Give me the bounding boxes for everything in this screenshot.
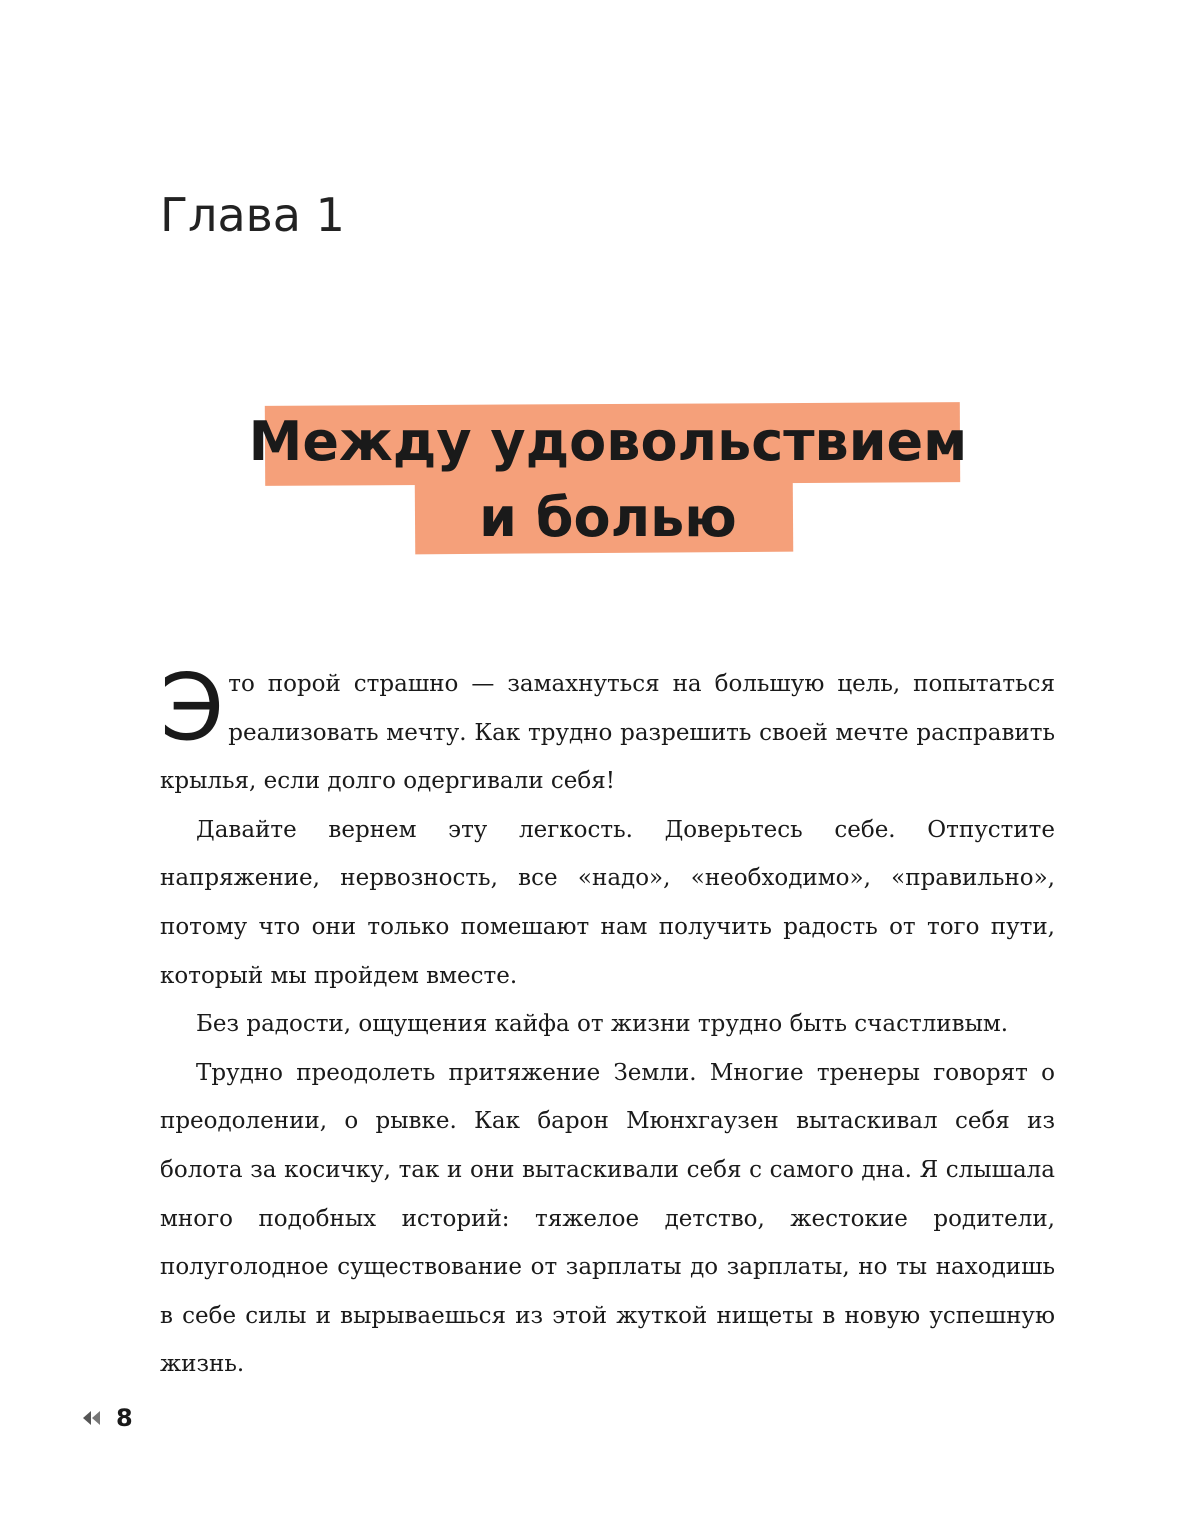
chapter-title-line-1: Между удовольствием xyxy=(248,410,968,473)
chapter-title-line-2: и болью xyxy=(479,486,737,549)
paragraph-text: то порой страшно — замахнуться на большую цель, попытаться реализовать мечту. Как трудно разрешить своей мечте расправить крылья, если долго одергивали себя! xyxy=(160,671,1055,795)
body-text xyxy=(160,654,1055,1389)
chapter-label: Глава 1 xyxy=(160,188,345,242)
drop-cap: Э xyxy=(160,654,225,761)
paragraph: Трудно преодолеть притяжение Земли. Многие тренеры говорят о преодолении, о рывке. Как барон Мюнхгаузен вытаскивал себя из болота за косичку, так и они вытаскивали себя с самого дна. Я слышала много подобных историй: тяжелое детство, жестокие родители, полуголодное существование от зарплаты до зарплаты, но ты находишь в себе силы и вырываешься из этой жуткой нищеты в новую успешную жизнь. xyxy=(160,1059,1055,1378)
page-footer xyxy=(80,1404,133,1432)
paragraph: Без радости, ощущения кайфа от жизни трудно быть счастливым. xyxy=(196,1011,1009,1038)
double-arrow-left-icon xyxy=(80,1408,104,1428)
paragraph: Давайте вернем эту легкость. Доверьтесь себе. Отпустите напряжение, нервозность, все «надо», «необходимо», «правильно», потому что они только помешают нам получить радость от того пути, который мы пройдем вместе. xyxy=(160,816,1055,989)
page-number: 8 xyxy=(116,1404,133,1432)
paragraph xyxy=(160,654,1055,806)
